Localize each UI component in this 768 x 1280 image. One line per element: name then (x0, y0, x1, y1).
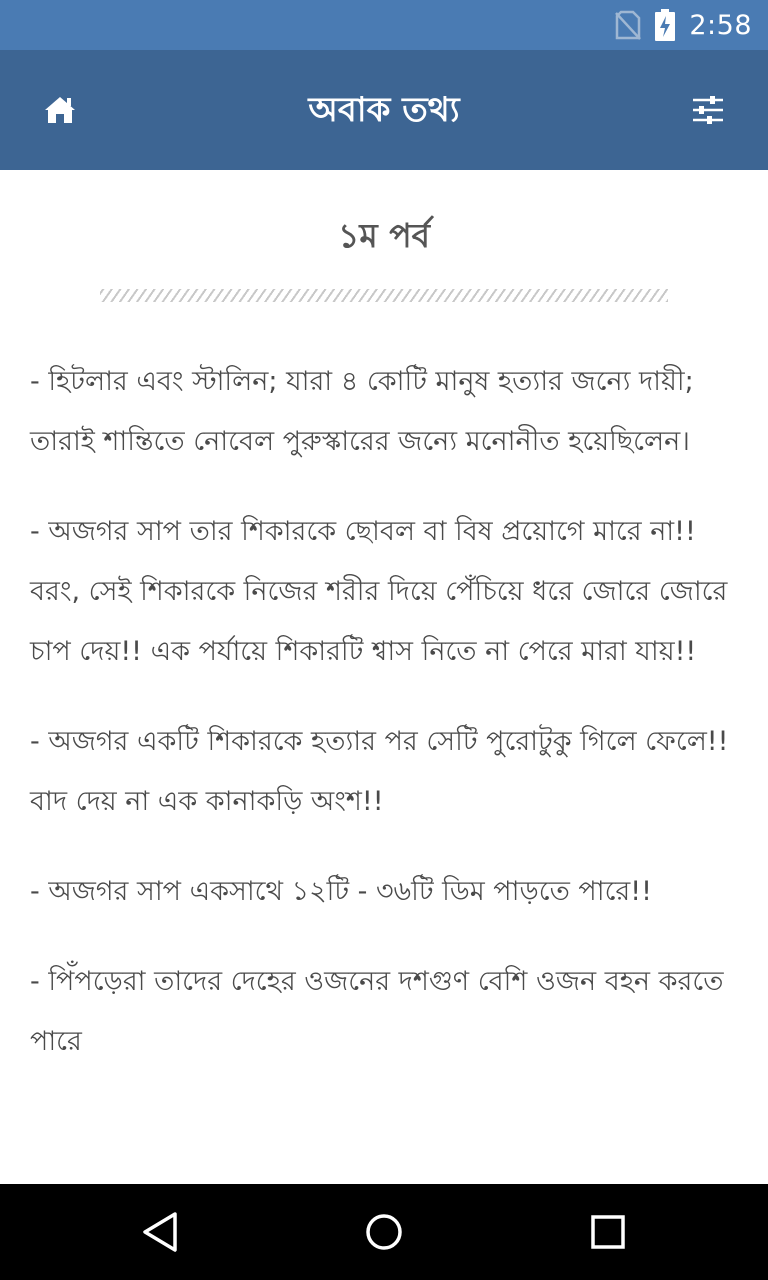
fact-item: - অজগর সাপ তার শিকারকে ছোবল বা বিষ প্রয়োগে মারে না!! বরং, সেই শিকারকে নিজের শরীর দিয়ে পেঁচিয়ে ধরে জোরে জোরে চাপ দেয়!! এক পর্যায়ে শিকারটি শ্বাস নিতে না পেরে মারা যায়!! (30, 516, 736, 667)
recents-button[interactable] (576, 1202, 640, 1262)
fact-item: - হিটলার এবং স্টালিন; যারা ৪ কোটি মানুষ হত্যার জন্যে দায়ী; তারাই শান্তিতে নোবেল পুরুস্কারের জন্যে মনোনীত হয়েছিলেন। (30, 366, 703, 457)
status-bar (0, 0, 768, 50)
recents-icon (590, 1214, 626, 1250)
home-button[interactable] (36, 88, 84, 132)
home-icon (43, 95, 77, 125)
home-nav-button[interactable] (352, 1202, 416, 1262)
content-area[interactable] (0, 170, 768, 1184)
settings-button[interactable] (684, 88, 732, 132)
home-circle-icon (364, 1212, 404, 1252)
hatched-divider (100, 289, 668, 302)
status-icons (615, 0, 752, 50)
facts-list (30, 352, 738, 1102)
episode-title: ১ম পর্ব (338, 216, 430, 255)
back-icon (140, 1211, 180, 1253)
back-button[interactable] (128, 1202, 192, 1262)
status-clock: 2:58 (689, 9, 752, 41)
app-title: অবাক তথ্য (308, 90, 460, 130)
navigation-bar (0, 1184, 768, 1280)
app-bar (0, 50, 768, 170)
fact-item: - পিঁপড়েরা তাদের দেহের ওজনের দশগুণ বেশি ওজন বহন করতে পারে (30, 966, 733, 1057)
fact-item: - অজগর একটি শিকারকে হত্যার পর সেটি পুরোটুকু গিলে ফেলে!! বাদ দেয় না এক কানাকড়ি অংশ!! (30, 726, 738, 817)
settings-sliders-icon (692, 95, 724, 125)
fact-item: - অজগর সাপ একসাথে ১২টি - ৩৬টি ডিম পাড়তে পারে!! (30, 876, 652, 907)
no-sim-icon (615, 10, 641, 40)
battery-charging-icon (655, 9, 675, 41)
